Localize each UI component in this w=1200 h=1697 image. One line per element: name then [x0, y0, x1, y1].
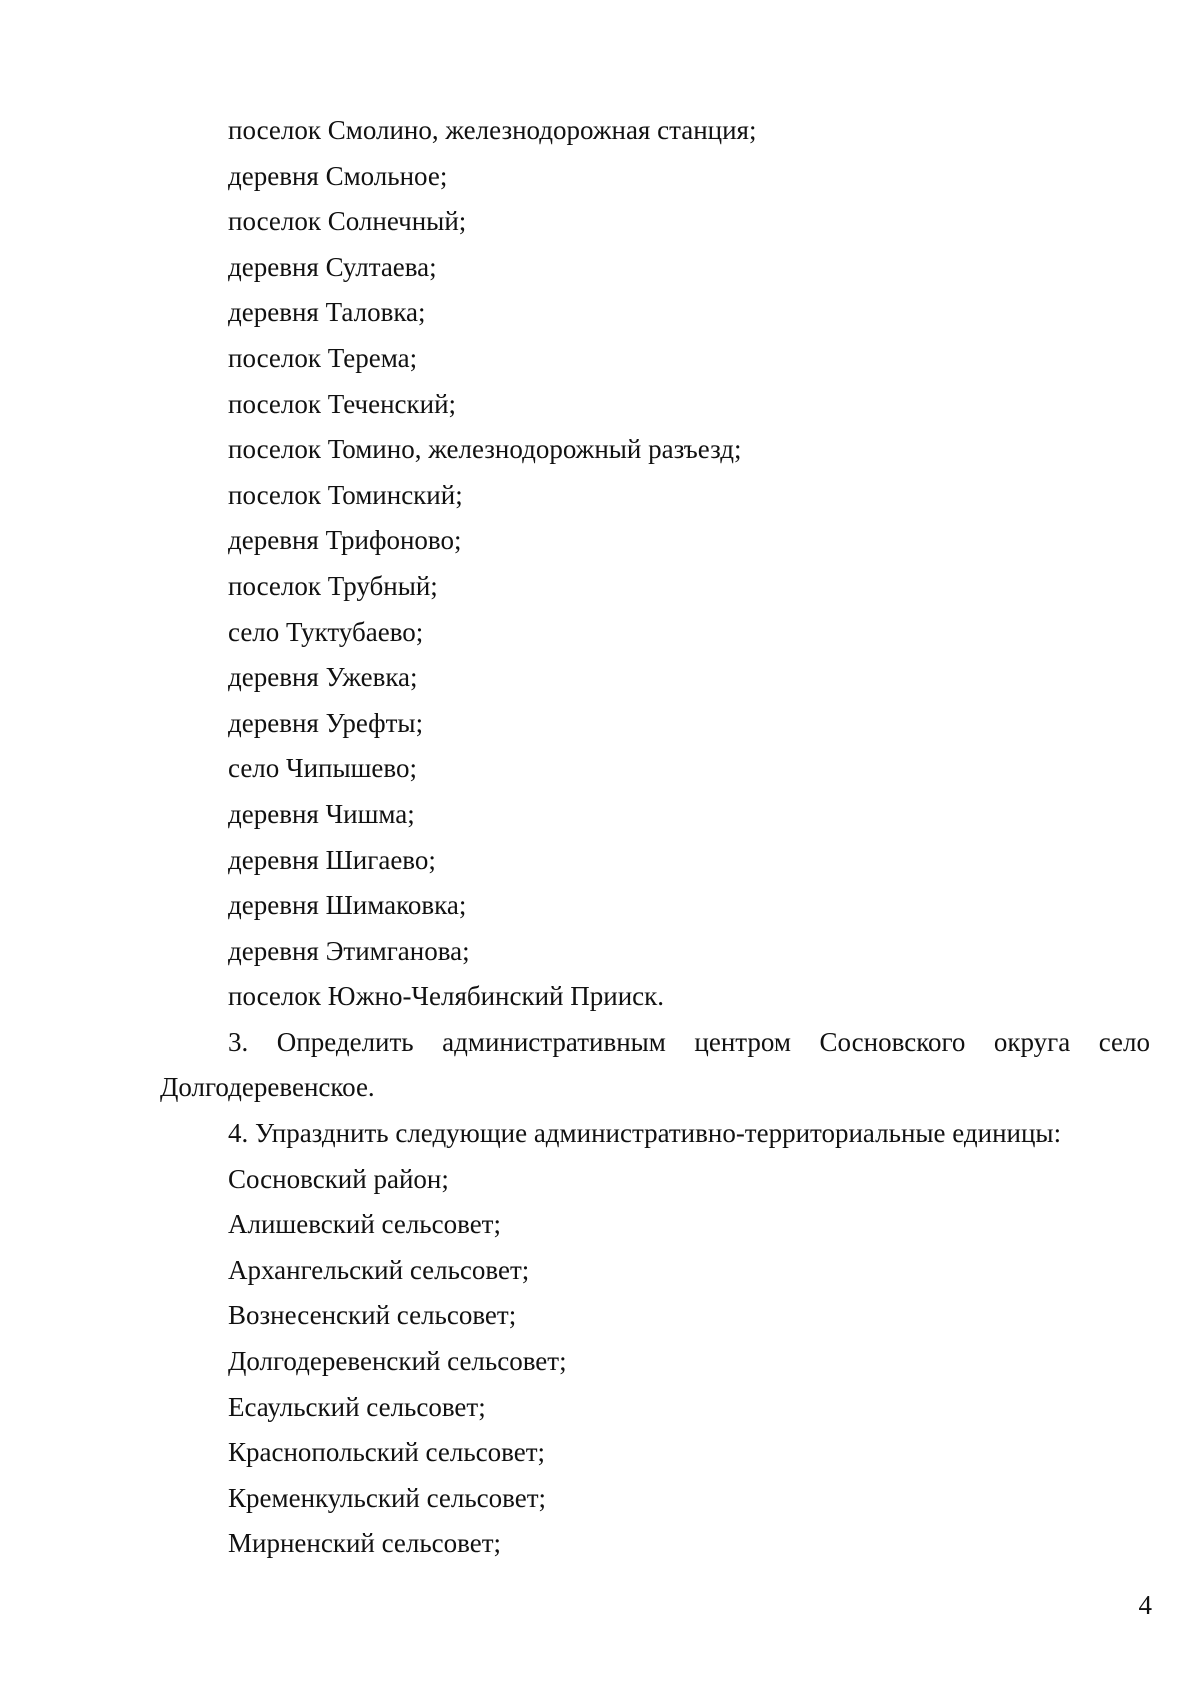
list-item: деревня Ужевка; [228, 662, 418, 693]
list-item: Сосновский район; [228, 1163, 449, 1194]
list-item: деревня Этимганова; [228, 935, 470, 966]
list-item: поселок Солнечный; [228, 206, 467, 237]
list-item: поселок Терема; [228, 342, 418, 373]
list-item: село Чипышево; [228, 753, 417, 784]
list-item: поселок Томино, железнодорожный разъезд; [228, 434, 742, 465]
list-item: поселок Южно-Челябинский Прииск. [228, 981, 664, 1012]
list-item: деревня Султаева; [228, 251, 437, 282]
list-item: поселок Трубный; [228, 570, 438, 601]
list-item: деревня Шигаево; [228, 844, 436, 875]
abolished-units-list [160, 1157, 1150, 1567]
list-item: Архангельский сельсовет; [228, 1254, 530, 1285]
list-item: село Туктубаево; [228, 616, 424, 647]
list-item: поселок Томинский; [228, 479, 463, 510]
page-number: 4 [1138, 1590, 1152, 1620]
paragraph-4: 4. Упразднить следующие административно-территориальные единицы: [228, 1118, 1062, 1149]
list-item: деревня Смольное; [228, 160, 448, 191]
list-item: деревня Чишма; [228, 798, 415, 829]
paragraph-3: 3. Определить административным центром Сосновского округа село Долгодеревенское. [160, 1026, 1150, 1103]
list-item: Алишевский сельсовет; [228, 1209, 501, 1240]
list-item: Краснопольский сельсовет; [228, 1437, 545, 1468]
list-item: Мирненский сельсовет; [228, 1528, 502, 1559]
list-item: Вознесенский сельсовет; [228, 1300, 517, 1331]
list-item: деревня Шимаковка; [228, 890, 467, 921]
list-item: деревня Таловка; [228, 297, 426, 328]
list-item: поселок Теченский; [228, 388, 457, 419]
list-item: Долгодеревенский сельсовет; [228, 1346, 567, 1377]
settlement-list [160, 108, 1150, 1020]
list-item: поселок Смолино, железнодорожная станция; [228, 115, 757, 145]
list-item: Кременкульский сельсовет; [228, 1482, 547, 1513]
list-item: деревня Трифоново; [228, 525, 462, 556]
document-body [160, 108, 1150, 1567]
list-item: деревня Урефты; [228, 707, 424, 738]
list-item: Есаульский сельсовет; [228, 1391, 486, 1422]
